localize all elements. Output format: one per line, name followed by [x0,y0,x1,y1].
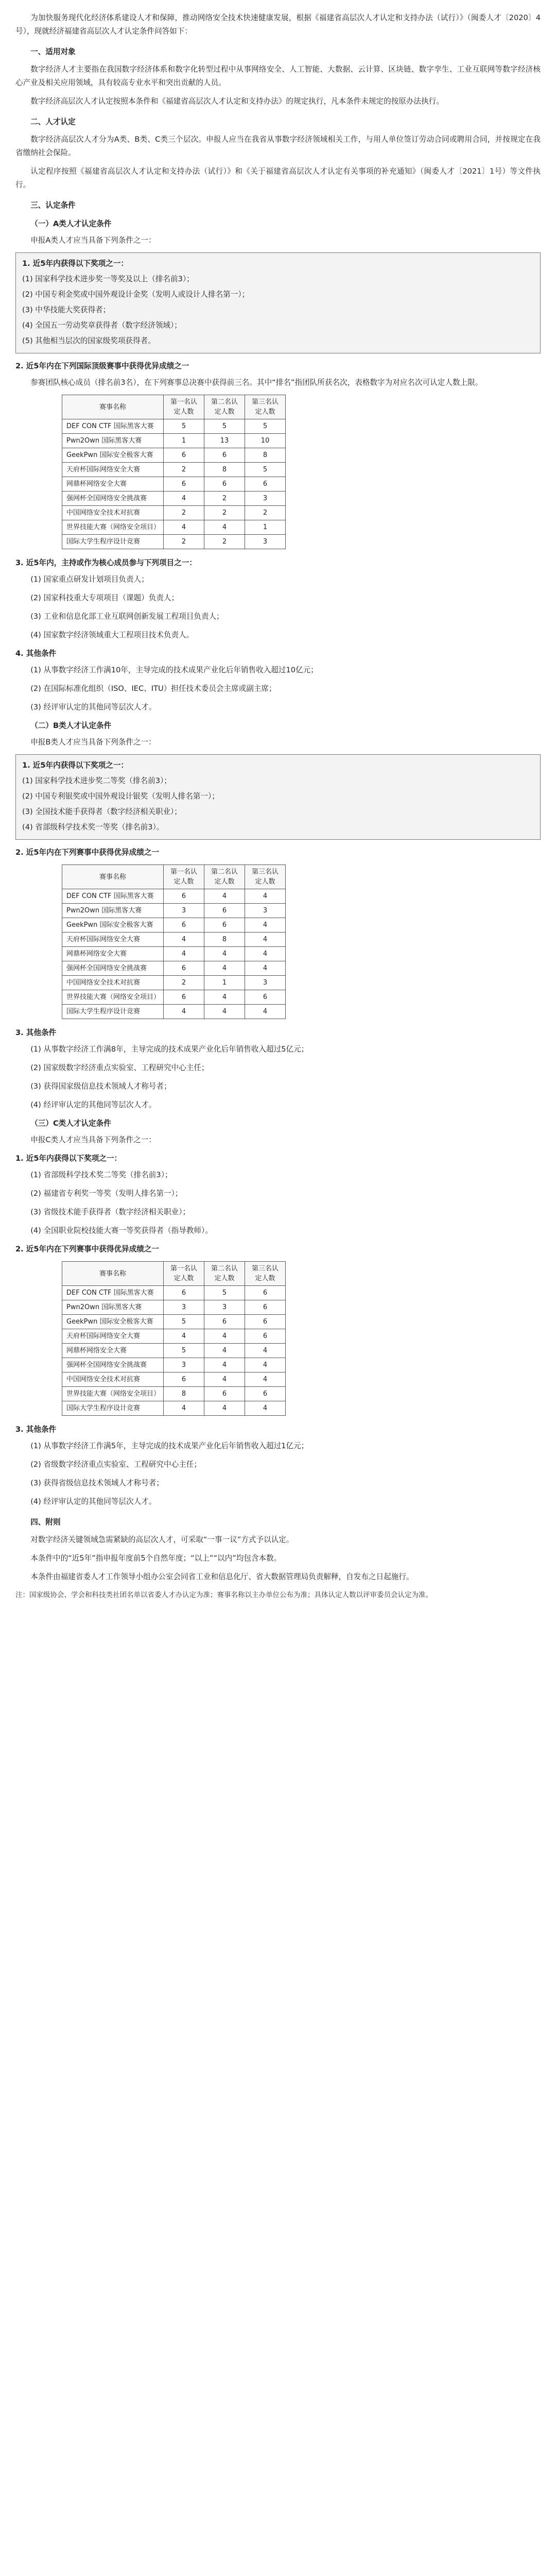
table-cell: 4 [164,1329,204,1344]
body-paragraph: 参赛团队核心成员（排名前3名），在下列赛事总决赛中获得前三名。其中“排名”指团队所获名次，表格数字为对应名次可认定人数上限。 [30,378,483,387]
table-row [62,448,286,463]
table-cell: 4 [204,947,245,961]
table-cell: 3 [164,1358,204,1372]
table-cell: 4 [245,1344,286,1358]
criteria-box [15,252,541,353]
table-row [62,535,286,549]
table-cell: 3 [204,1300,245,1315]
table-cell: 中国网络安全技术对抗赛 [62,976,164,990]
box-item: (3) 全国技术能手获得者（数字经济相关职业）； [22,807,182,816]
criteria-heading: 3. 其他条件 [15,1425,57,1434]
list-item: (1) 从事数字经济工作满10年，主导完成的技术成果产业化后年销售收入超过10亿元； [30,666,318,674]
criteria-heading: 1. 近5年内获得以下奖项之一： [15,1154,122,1163]
box-item: (2) 中国专利金奖或中国外观设计金奖（发明人或设计人排名第一）； [22,290,250,299]
table-header-cell: 第三名认定人数 [245,1262,286,1286]
list-item: (2) 省级数字经济重点实验室、工程研究中心主任； [30,1460,201,1469]
table-cell: 5 [164,1344,204,1358]
table-cell: 10 [245,434,286,448]
table-row [62,492,286,506]
list-item: (1) 从事数字经济工作满5年，主导完成的技术成果产业化后年销售收入超过1亿元； [30,1442,309,1450]
table-cell: 2 [164,535,204,549]
table-cell: 5 [204,1286,245,1300]
table-cell: 网鼎杯网络安全大赛 [62,947,164,961]
table-header-row [62,865,286,889]
table-cell: 5 [164,1315,204,1329]
table-header-row [62,395,286,419]
ranking-table-2 [62,865,286,1019]
table-row [62,904,286,918]
table-cell: 世界技能大赛（网络安全项目） [62,990,164,1005]
box-item: (1) 国家科学技术进步奖二等奖（排名前3）； [22,776,171,785]
box-item: (3) 中华技能大奖获得者； [22,306,111,314]
box-item: (2) 中国专利银奖或中国外观设计银奖（发明人排名第一）； [22,792,219,801]
table-cell: 5 [164,419,204,434]
table-row [62,990,286,1005]
table-row [62,1344,286,1358]
table-cell: 6 [164,1286,204,1300]
table-row [62,1286,286,1300]
table-cell: 4 [164,492,204,506]
body-paragraph: 本条件中的“近5年”指申报年度前5个自然年度；“以上”“以内”均包含本数。 [30,1554,282,1563]
table-cell: 4 [204,961,245,976]
criteria-heading: 2. 近5年内在下列赛事中获得优异成绩之一 [15,848,160,857]
table-cell: 6 [204,448,245,463]
list-item: (3) 获得省级信息技术领域人才称号者； [30,1479,164,1487]
box-title: 1. 近5年内获得以下奖项之一： [22,761,129,770]
table-row [62,477,286,492]
intro-paragraph: 为加快服务现代化经济体系建设人才和保障，推动网络安全技术快速健康发展，根据《福建省高层次人才认定和支持办法（试行）》（闽委人才〔2020〕4号），现就经济福建省高层次人才认定条件问答如下： [15,13,541,36]
table-cell: 世界技能大赛（网络安全项目） [62,1387,164,1401]
criteria-heading: 3. 其他条件 [15,1028,57,1037]
table-row [62,520,286,535]
table-cell: GeekPwn 国际安全极客大赛 [62,918,164,933]
table-cell: 4 [164,947,204,961]
table-cell: 4 [245,1358,286,1372]
criteria-heading: 2. 近5年内在下列赛事中获得优异成绩之一 [15,1245,160,1253]
intro-paragraph: 数字经济高层次人才认定按照本条件和《福建省高层次人才认定和支持办法》的规定执行，凡本条件未规定的按原办法执行。 [30,97,444,106]
table-cell: 6 [164,1372,204,1387]
table-header-cell: 第一名认定人数 [164,1262,204,1286]
table-cell: 13 [204,434,245,448]
table-row [62,506,286,520]
intro-paragraph: 数字经济人才主要指在我国数字经济体系和数字化转型过程中从事网络安全、人工智能、大数据、云计算、区块链、数字孪生、工业互联网等数字经济核心产业及相关应用领域，具有较高专业水平和突出贡献的人员。 [15,65,541,87]
box-item: (4) 全国五一劳动奖章获得者（数字经济领域）； [22,321,182,330]
table-cell: 4 [245,889,286,904]
table-cell: 中国网络安全技术对抗赛 [62,1372,164,1387]
table-row [62,889,286,904]
intro-section [15,11,541,108]
table-cell: 6 [245,1329,286,1344]
table-cell: 5 [245,463,286,477]
subsection-heading: （一）A类人才认定条件 [30,219,112,228]
table-cell: 网鼎杯网络安全大赛 [62,477,164,492]
table-cell: 天府杯国际网络安全大赛 [62,933,164,947]
table-header-row [62,1262,286,1286]
table-cell: 4 [245,947,286,961]
table-row [62,463,286,477]
ranking-table-1 [62,395,286,549]
table-row [62,918,286,933]
table-cell: GeekPwn 国际安全极客大赛 [62,1315,164,1329]
table-cell: 4 [245,1372,286,1387]
criteria-heading: 2. 近5年内在下列国际顶级赛事中获得优异成绩之一 [15,362,189,370]
list-item: (4) 经评审认定的其他同等层次人才。 [30,1497,157,1506]
table-cell: 6 [164,448,204,463]
table-cell: 4 [204,889,245,904]
criteria-box [15,754,541,840]
table-cell: Pwn2Own 国际黑客大赛 [62,1300,164,1315]
ranking-table-3 [62,1261,286,1416]
table-cell: 2 [204,506,245,520]
criteria-heading: 4. 其他条件 [15,649,57,658]
body-paragraph: 申报B类人才应当具备下列条件之一： [30,738,156,747]
table-cell: 6 [245,1300,286,1315]
list-item: (1) 国家重点研发计划项目负责人； [30,575,149,584]
table-cell: 2 [164,463,204,477]
table-cell: 强网杯全国网络安全挑战赛 [62,492,164,506]
list-item: (2) 国家级数字经济重点实验室、工程研究中心主任； [30,1063,209,1072]
table-cell: 2 [204,492,245,506]
table-cell: 国际大学生程序设计竞赛 [62,535,164,549]
table-cell: 6 [204,477,245,492]
table-cell: 3 [245,492,286,506]
list-item: (2) 福建省专利奖一等奖（发明人排名第一）； [30,1189,183,1198]
table-cell: 4 [245,1401,286,1416]
list-item: (1) 从事数字经济工作满8年，主导完成的技术成果产业化后年销售收入超过5亿元； [30,1045,309,1054]
table-cell: 6 [245,990,286,1005]
body-paragraph: 申报A类人才应当具备下列条件之一： [30,236,156,245]
table-cell: 天府杯国际网络安全大赛 [62,463,164,477]
table-cell: 3 [164,904,204,918]
table-cell: 4 [204,1344,245,1358]
box-item: (1) 国家科学技术进步奖一等奖及以上（排名前3）； [22,275,194,283]
box-item: (4) 省部级科学技术奖一等奖（排名前3）。 [22,823,164,832]
table-cell: 4 [245,1005,286,1019]
table-header-cell: 第三名认定人数 [245,395,286,419]
table-cell: 3 [164,1300,204,1315]
table-cell: 8 [204,933,245,947]
table-row [62,434,286,448]
table-cell: 1 [164,434,204,448]
table-row [62,1300,286,1315]
table-cell: 天府杯国际网络安全大赛 [62,1329,164,1344]
table-cell: 6 [245,1315,286,1329]
section-heading: 四、附则 [30,1518,61,1527]
footer-note: 注：国家级协会、学会和科技类社团名单以省委人才办认定为准；赛事名称以主办单位公布为准；具体认定人数以评审委员会认定为准。 [15,1591,432,1599]
table-row [62,976,286,990]
criteria-heading: 3. 近5年内，主持或作为核心成员参与下列项目之一： [15,558,197,567]
table-cell: 6 [164,961,204,976]
table-header-cell: 第二名认定人数 [204,1262,245,1286]
box-item: (5) 其他相当层次的国家级奖项获得者。 [22,336,155,345]
table-cell: 3 [245,904,286,918]
table-cell: 4 [204,1005,245,1019]
table-row [62,1315,286,1329]
table-cell: 3 [245,535,286,549]
table-cell: 8 [245,448,286,463]
table-cell: 6 [164,918,204,933]
table-cell: 6 [245,477,286,492]
table-cell: 4 [245,961,286,976]
table-cell: 6 [245,1387,286,1401]
table-row [62,1358,286,1372]
table-row [62,419,286,434]
table-cell: GeekPwn 国际安全极客大赛 [62,448,164,463]
list-item: (1) 省部级科学技术奖二等奖（排名前3）； [30,1171,172,1179]
body-paragraph: 申报C类人才应当具备下列条件之一： [30,1136,156,1144]
table-cell: 1 [204,976,245,990]
table-cell: 6 [204,1387,245,1401]
table-cell: 网鼎杯网络安全大赛 [62,1344,164,1358]
table-cell: 4 [164,1005,204,1019]
table-cell: 5 [245,419,286,434]
table-header-cell: 第三名认定人数 [245,865,286,889]
section-heading: 一、适用对象 [30,47,76,56]
subsection-heading: （二）B类人才认定条件 [30,721,112,730]
list-item: (4) 经评审认定的其他同等层次人才。 [30,1100,157,1109]
section-heading: 二、人才认定 [30,117,76,126]
table-header-cell: 第二名认定人数 [204,865,245,889]
list-item: (2) 在国际标准化组织（ISO、IEC、ITU）担任技术委员会主席或副主席； [30,684,276,693]
table-cell: 国际大学生程序设计竞赛 [62,1005,164,1019]
table-cell: 国际大学生程序设计竞赛 [62,1401,164,1416]
table-cell: 2 [164,506,204,520]
table-cell: 6 [245,1286,286,1300]
table-row [62,933,286,947]
table-cell: DEF CON CTF 国际黑客大赛 [62,1286,164,1300]
table-cell: 6 [164,990,204,1005]
section-heading: 三、认定条件 [30,201,76,210]
list-item: (2) 国家科技重大专项项目（课题）负责人； [30,594,179,602]
table-cell: DEF CON CTF 国际黑客大赛 [62,419,164,434]
body-paragraph: 认定程序按照《福建省高层次人才认定和支持办法（试行）》和《关于福建省高层次人才认定有关事项的补充通知》（闽委人才〔2021〕1号）等文件执行。 [15,167,541,189]
body-paragraph: 数字经济高层次人才分为A类、B类、C类三个层次。申报人应当在我省从事数字经济领域相关工作，与用人单位签订劳动合同或聘用合同，并按规定在我省缴纳社会保险。 [15,135,541,157]
table-row [62,947,286,961]
table-row [62,1005,286,1019]
table-cell: 4 [204,1372,245,1387]
list-item: (4) 国家数字经济领域重大工程项目技术负责人。 [30,631,194,639]
table-row [62,1372,286,1387]
table-row [62,1387,286,1401]
table-row [62,1329,286,1344]
table-header-cell: 赛事名称 [62,865,164,889]
table-cell: 6 [204,1315,245,1329]
table-cell: 2 [245,506,286,520]
list-item: (4) 全国职业院校技能大赛一等奖获得者（指导教师）。 [30,1226,213,1235]
table-cell: 强网杯全国网络安全挑战赛 [62,1358,164,1372]
table-cell: 6 [164,889,204,904]
table-header-cell: 赛事名称 [62,395,164,419]
table-cell: 4 [204,990,245,1005]
table-cell: Pwn2Own 国际黑客大赛 [62,904,164,918]
table-cell: DEF CON CTF 国际黑客大赛 [62,889,164,904]
table-header-cell: 第一名认定人数 [164,865,204,889]
table-cell: 1 [245,520,286,535]
list-item: (3) 工业和信息化部工业互联网创新发展工程项目负责人； [30,612,224,621]
table-row [62,961,286,976]
table-cell: 世界技能大赛（网络安全项目） [62,520,164,535]
list-item: (3) 获得国家级信息技术领域人才称号者； [30,1082,171,1091]
box-title: 1. 近5年内获得以下奖项之一： [22,259,129,268]
table-header-cell: 赛事名称 [62,1262,164,1286]
table-cell: 4 [245,918,286,933]
table-header-cell: 第二名认定人数 [204,395,245,419]
table-cell: 4 [204,1329,245,1344]
table-cell: 6 [204,904,245,918]
table-cell: 2 [164,976,204,990]
table-cell: 4 [204,1401,245,1416]
table-cell: 4 [164,933,204,947]
table-cell: 强网杯全国网络安全挑战赛 [62,961,164,976]
table-cell: 4 [164,1401,204,1416]
table-cell: 3 [245,976,286,990]
table-cell: 5 [204,419,245,434]
body-paragraph: 本条件由福建省委人才工作领导小组办公室会同省工业和信息化厅、省大数据管理局负责解释，自发布之日起施行。 [30,1572,414,1581]
table-cell: Pwn2Own 国际黑客大赛 [62,434,164,448]
table-cell: 4 [245,933,286,947]
list-item: (3) 省级技术能手获得者（数字经济相关职业）； [30,1208,190,1216]
subsection-heading: （三）C类人才认定条件 [30,1119,111,1128]
table-cell: 4 [204,1358,245,1372]
body-paragraph: 对数字经济关键领域急需紧缺的高层次人才，可采取“一事一议”方式予以认定。 [30,1535,294,1544]
table-cell: 中国网络安全技术对抗赛 [62,506,164,520]
table-cell: 6 [164,477,204,492]
table-cell: 4 [164,520,204,535]
table-cell: 2 [204,535,245,549]
table-cell: 8 [204,463,245,477]
list-item: (3) 经评审认定的其他同等层次人才。 [30,703,157,711]
table-cell: 4 [204,520,245,535]
table-row [62,1401,286,1416]
table-cell: 6 [204,918,245,933]
table-cell: 8 [164,1387,204,1401]
table-header-cell: 第一名认定人数 [164,395,204,419]
